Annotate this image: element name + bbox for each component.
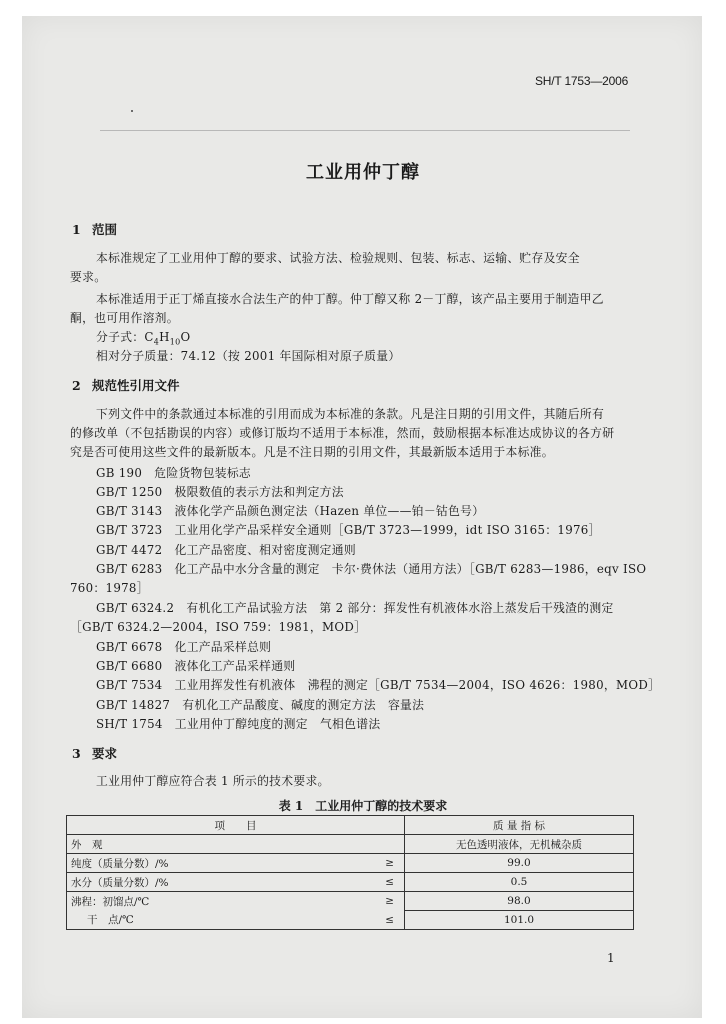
header-value: 质 量 指 标 — [405, 816, 634, 835]
reference-item: GB/T 4472 化工产品密度、相对密度测定通则 — [96, 543, 356, 557]
molecular-mass: 相对分子质量：74.12（按 2001 年国际相对原子质量） — [96, 349, 401, 363]
table-row — [67, 911, 634, 930]
reference-item-continued: 760：1978］ — [70, 581, 149, 595]
reference-item: GB/T 6283 化工产品中水分含量的测定 卡尔·费休法（通用方法）［GB/T 6283—1986，eqv ISO — [96, 562, 647, 576]
row-item: 沸程：初馏点/℃ — [67, 892, 371, 911]
paragraph-line: 酮，也可用作溶剂。 — [70, 311, 179, 325]
row-item: 干 点/℃ — [67, 911, 371, 930]
paragraph-line: 要求。 — [70, 270, 107, 284]
formula-element: O — [180, 330, 191, 344]
reference-item: GB/T 6680 液体化工产品采样通则 — [96, 659, 296, 673]
row-operator: ≥ — [370, 892, 405, 911]
table-caption: 表 1 工业用仲丁醇的技术要求 — [278, 799, 448, 813]
paragraph-line: 工业用仲丁醇应符合表 1 所示的技术要求。 — [96, 774, 330, 788]
section-number: 2 — [72, 378, 81, 393]
formula-element: H — [159, 330, 170, 344]
header-item: 项 目 — [67, 816, 405, 835]
section-title: 范围 — [92, 222, 118, 237]
formula-subscript: 10 — [169, 337, 181, 347]
section-3-heading — [72, 744, 117, 762]
table-row — [67, 892, 634, 911]
reference-item: GB/T 1250 极限数值的表示方法和判定方法 — [96, 485, 344, 499]
row-operator: ≥ — [370, 854, 405, 873]
row-operator: ≤ — [370, 911, 405, 930]
row-item: 外 观 — [67, 835, 371, 854]
table-header-row — [67, 816, 634, 835]
section-title: 要求 — [92, 746, 118, 761]
formula-element: C — [144, 330, 154, 344]
formula-subscript: 4 — [153, 337, 160, 347]
page-number: 1 — [607, 951, 615, 965]
reference-item: GB/T 7534 工业用挥发性有机液体 沸程的测定［GB/T 7534—2004，ISO 4626：1980，MOD］ — [96, 678, 661, 692]
table-row — [67, 835, 634, 854]
paragraph-line: 究是否可使用这些文件的最新版本。凡是不注日期的引用文件，其最新版本适用于本标准。 — [70, 445, 554, 459]
paragraph-line: 的修改单（不包括勘误的内容）或修订版均不适用于本标准，然而，鼓励根据本标准达成协议的各方研 — [70, 426, 615, 440]
row-value: 0.5 — [405, 873, 634, 892]
spec-table — [66, 815, 634, 930]
molecular-formula — [96, 328, 190, 346]
reference-item: GB/T 6678 化工产品采样总则 — [96, 640, 272, 654]
reference-item-continued: ［GB/T 6324.2—2004，ISO 759：1981，MOD］ — [70, 620, 367, 634]
reference-item: GB/T 14827 有机化工产品酸度、碱度的测定方法 容量法 — [96, 698, 425, 712]
reference-item: SH/T 1754 工业用仲丁醇纯度的测定 气相色谱法 — [96, 717, 381, 731]
reference-item: GB/T 6324.2 有机化工产品试验方法 第 2 部分：挥发性有机液体水浴上蒸发后干残渣的测定 — [96, 601, 614, 615]
paragraph-line: 本标准规定了工业用仲丁醇的要求、试验方法、检验规则、包装、标志、运输、贮存及安全 — [96, 251, 580, 265]
section-number: 3 — [72, 746, 81, 761]
row-value: 98.0 — [405, 892, 634, 911]
speck-mark — [131, 110, 133, 112]
row-operator — [370, 835, 405, 854]
row-item: 水分（质量分数）/% — [67, 873, 371, 892]
table-row — [67, 854, 634, 873]
paragraph-line: 下列文件中的条款通过本标准的引用而成为本标准的条款。凡是注日期的引用文件，其随后所有 — [96, 407, 605, 421]
paragraph-line: 本标准适用于正丁烯直接水合法生产的仲丁醇。仲丁醇又称 2－丁醇，该产品主要用于制造甲乙 — [96, 292, 604, 306]
row-operator: ≤ — [370, 873, 405, 892]
reference-item: GB/T 3723 工业用化学产品采样安全通则［GB/T 3723—1999，idt ISO 3165：1976］ — [96, 523, 601, 537]
section-1-heading — [72, 220, 117, 238]
header-rule — [100, 130, 630, 131]
section-2-heading — [72, 376, 180, 394]
row-value: 101.0 — [405, 911, 634, 930]
row-value: 99.0 — [405, 854, 634, 873]
row-item: 纯度（质量分数）/% — [67, 854, 371, 873]
reference-item: GB 190 危险货物包装标志 — [96, 466, 252, 480]
reference-item: GB/T 3143 液体化学产品颜色测定法（Hazen 单位——铂－钴色号） — [96, 504, 485, 518]
document-title: 工业用仲丁醇 — [306, 162, 420, 183]
section-number: 1 — [72, 222, 81, 237]
standard-code: SH/T 1753—2006 — [535, 74, 629, 88]
formula-label: 分子式： — [96, 330, 145, 344]
table-row — [67, 873, 634, 892]
row-value: 无色透明液体，无机械杂质 — [405, 835, 634, 854]
section-title: 规范性引用文件 — [92, 378, 180, 393]
